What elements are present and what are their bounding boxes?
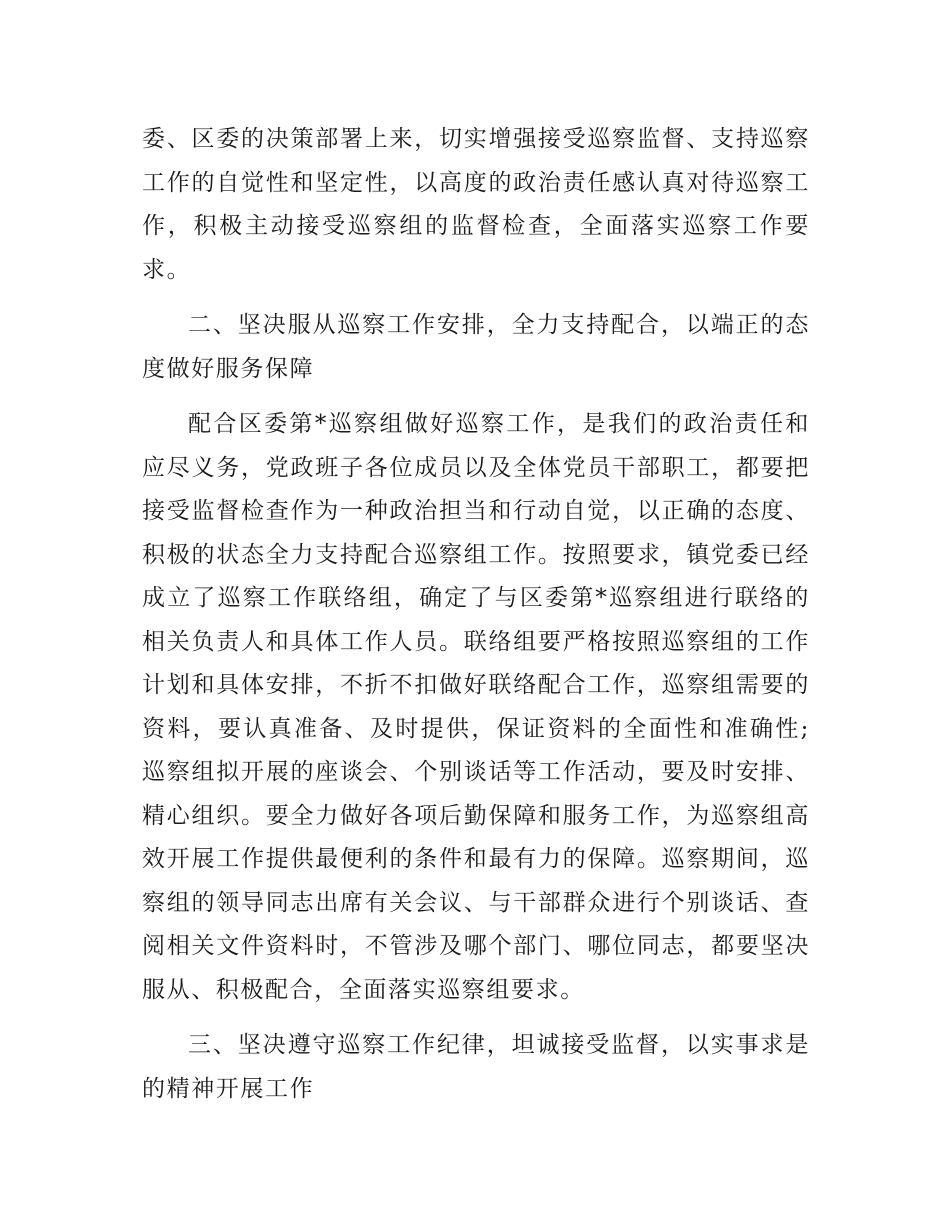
section-heading-3: 三、坚决遵守巡察工作纪律，坦诚接受监督，以实事求是的精神开展工作 [142,1032,810,1102]
paragraph-continuation: 委、区委的决策部署上来，切实增强接受巡察监督、支持巡察工作的自觉性和坚定性，以高度的政治责任感认真对待巡察工作，积极主动接受巡察组的监督检查，全面落实巡察工作要求。 [142,126,810,283]
section-heading-2: 二、坚决服从巡察工作安排，全力支持配合，以端正的态度做好服务保障 [142,312,810,382]
paragraph-body: 配合区委第*巡察组做好巡察工作，是我们的政治责任和应尽义务，党政班子各位成员以及全体党员干部职工，都要把接受监督检查作为一种政治担当和行动自觉，以正确的态度、积极的状态全力支持配合巡察组工作。按照要求，镇党委已经成立了巡察工作联络组，确定了与区委第*巡察组进行联络的相关负责人和具体工作人员。联络组要严格按照巡察组的工作计划和具体安排，不折不扣做好联络配合工作，巡察组需要的资料，要认真准备、及时提供，保证资料的全面性和准确性;巡察组拟开展的座谈会、个别谈话等工作活动，要及时安排、精心组织。要全力做好各项后勤保障和服务工作，为巡察组高效开展工作提供最便利的条件和最有力的保障。巡察期间，巡察组的领导同志出席有关会议、与干部群众进行个别谈话、查阅相关文件资料时，不管涉及哪个部门、哪位同志，都要坚决服从、积极配合，全面落实巡察组要求。 [142,411,810,1003]
document-body [142,118,810,1123]
